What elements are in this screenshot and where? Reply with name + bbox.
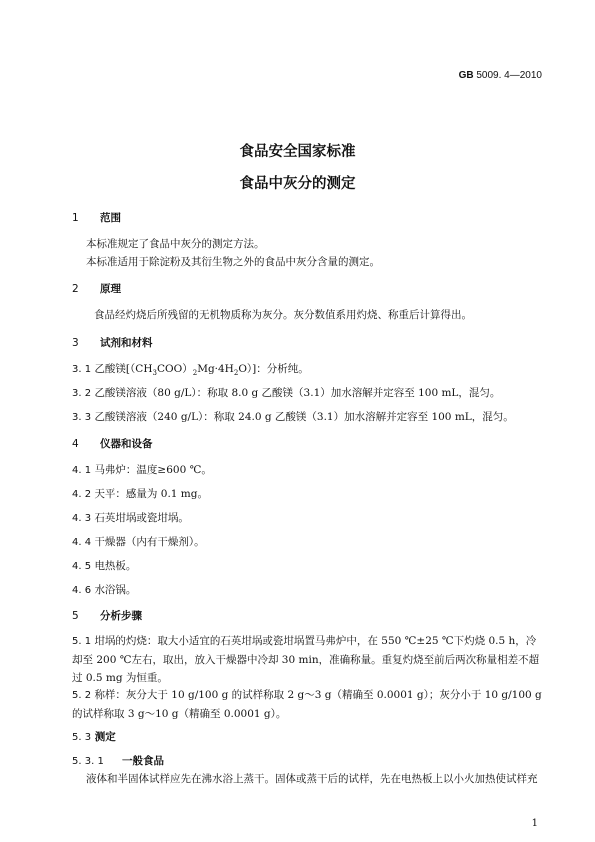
section-heading-4: 4 仪器和设备	[72, 438, 153, 450]
section-heading-1: 1 范围	[72, 212, 121, 224]
document-title: 食品安全国家标准	[239, 144, 356, 160]
paragraph: 本标准规定了食品中灰分的测定方法。	[86, 238, 265, 250]
clause-4-6: 4. 6 水浴锅。	[72, 584, 137, 596]
clause-4-3: 4. 3 石英坩埚或瓷坩埚。	[72, 512, 189, 524]
paragraph: 食品经灼烧后所残留的无机物质称为灰分。灰分数值系用灼烧、称重后计算得出。	[94, 309, 472, 321]
clause-4-1: 4. 1 马弗炉：温度≥600 ℃。	[72, 464, 212, 476]
clause-5-3: 5. 3 测定	[72, 731, 116, 743]
standard-code: GB 5009. 4—2010	[458, 70, 542, 81]
clause-3-1: 3. 1 乙酸镁$[(CH_3COO)_2Mg\cdot 4H_2O)$]：分析纯。	[72, 363, 309, 378]
section-heading-2: 2 原理	[72, 283, 121, 295]
paragraph: 液体和半固体试样应先在沸水浴上蒸干。固体或蒸干后的试样，先在电热板上以小火加热使试样充	[86, 773, 538, 785]
clause-5-1: 5. 1 坩埚的灼烧：取大小适宜的石英坩埚或瓷坩埚置马弗炉中，在 550 ℃±25 ℃下灼烧 0.5 h，冷却至 200 ℃左右，取出，放入干燥器中冷却 30 min，准确称量。重复灼烧至前后两次称量相差不超过 0.5 mg 为恒重。	[72, 635, 540, 684]
clause-3-2: 3. 2 乙酸镁溶液（80 g/L）：称取 8.0 g 乙酸镁（3.1）加水溶解并定容至 100 mL，混匀。	[72, 387, 501, 399]
clause-3-3: 3. 3 乙酸镁溶液（240 g/L）：称取 24.0 g 乙酸镁（3.1）加水溶解并定容至 100 mL，混匀。	[72, 411, 514, 423]
clause-5-3-1: 5. 3. 1 一般食品	[72, 755, 164, 767]
document-subtitle: 食品中灰分的测定	[239, 176, 356, 192]
clause-5-2: 5. 2 称样：灰分大于 10 g/100 g 的试样称取 2 g～3 g（精确至 0.0001 g）；灰分小于 10 g/100 g 的试样称取 3 g～10 g（精确至 0.0001 g）。	[72, 689, 542, 720]
clause-4-5: 4. 5 电热板。	[72, 560, 137, 572]
clause-4-4: 4. 4 干燥器（内有干燥剂）。	[72, 536, 205, 548]
section-heading-5: 5 分析步骤	[72, 610, 142, 622]
section-heading-3: 3 试剂和材料	[72, 337, 153, 349]
paragraph: 本标准适用于除淀粉及其衍生物之外的食品中灰分含量的测定。	[86, 256, 380, 268]
page-number: 1	[531, 818, 538, 829]
clause-4-2: 4. 2 天平：感量为 0.1 mg。	[72, 488, 208, 500]
